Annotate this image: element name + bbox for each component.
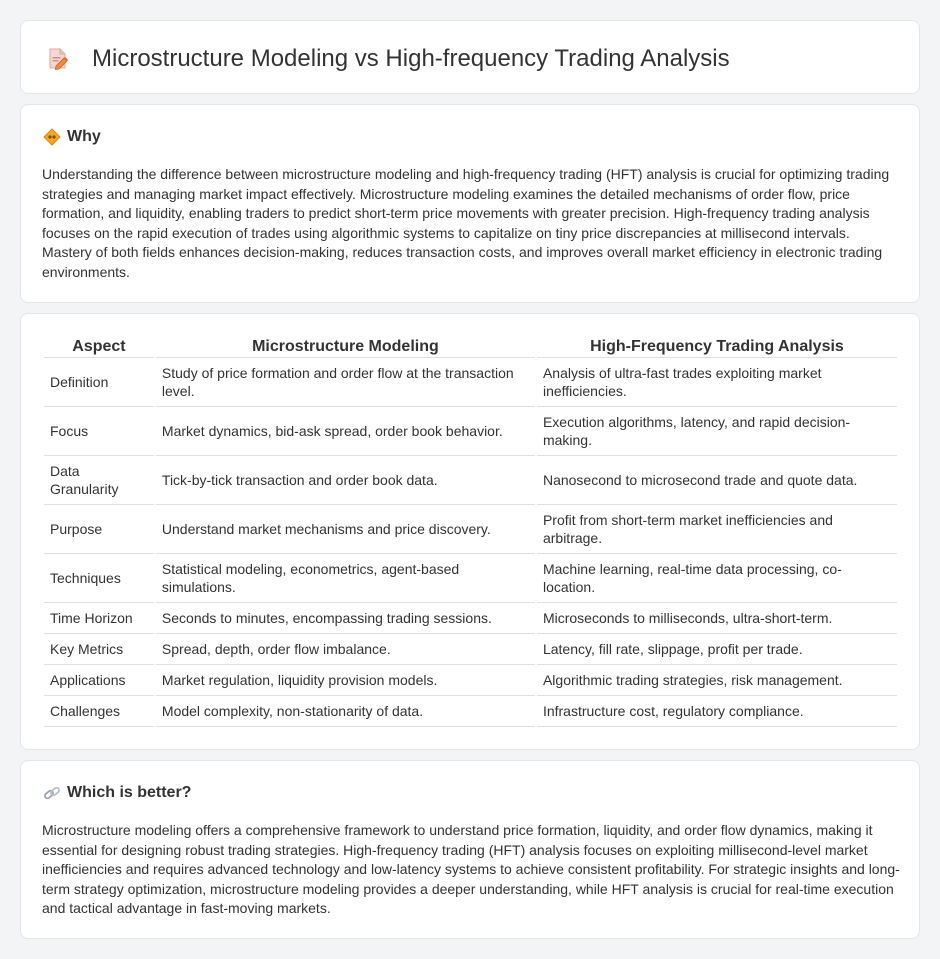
table-row xyxy=(44,665,897,696)
better-paragraph: Microstructure modeling offers a comprehensive framework to understand price formation, liquidity, and order flow dynamics, making it essential for designing robust trading strategies. High-frequency trading (HFT) analysis focuses on exploiting millisecond-level market inefficiencies and requires advanced technology and low-latency systems to achieve consistent profitability. For strategic insights and long-term strategy optimization, microstructure modeling provides a deeper understanding, while HFT analysis is crucial for real-time execution and tactical advantage in fast-moving markets. xyxy=(42,822,900,916)
row-aspect: Focus xyxy=(44,407,154,456)
row-hft: Algorithmic trading strategies, risk management. xyxy=(537,665,897,696)
row-hft: Microseconds to milliseconds, ultra-short-term. xyxy=(537,603,897,634)
row-aspect: Challenges xyxy=(44,696,154,727)
row-hft: Profit from short-term market inefficiencies and arbitrage. xyxy=(537,505,897,554)
header-microstructure: Microstructure Modeling xyxy=(156,336,535,358)
comparison-table xyxy=(42,336,899,727)
row-aspect: Purpose xyxy=(44,505,154,554)
diamond-sign-icon xyxy=(43,128,61,146)
row-hft: Nanosecond to microsecond trade and quote data. xyxy=(537,456,897,505)
row-microstructure: Market regulation, liquidity provision models. xyxy=(156,665,535,696)
row-microstructure: Tick-by-tick transaction and order book data. xyxy=(156,456,535,505)
better-title: Which is better? xyxy=(67,784,192,801)
comparison-section xyxy=(20,313,920,750)
table-row xyxy=(44,456,897,505)
row-hft: Machine learning, real-time data processing, co-location. xyxy=(537,554,897,603)
better-heading xyxy=(43,783,191,803)
page-title: Microstructure Modeling vs High-frequency Trading Analysis xyxy=(92,45,730,72)
row-microstructure: Study of price formation and order flow at the transaction level. xyxy=(156,358,535,407)
row-hft: Infrastructure cost, regulatory compliance. xyxy=(537,696,897,727)
header-card xyxy=(20,20,920,94)
which-is-better-section xyxy=(20,760,920,939)
why-title: Why xyxy=(67,128,101,145)
row-aspect: Definition xyxy=(44,358,154,407)
row-hft: Analysis of ultra-fast trades exploiting market inefficiencies. xyxy=(537,358,897,407)
why-paragraph: Understanding the difference between microstructure modeling and high-frequency trading (HFT) analysis is crucial for optimizing trading strategies and managing market impact effectively. Microstructure modeling examines the detailed mechanisms of order flow, price formation, and liquidity, enabling traders to predict short-term price movements with greater precision. High-frequency trading analysis focuses on the rapid execution of trades using algorithmic systems to capitalize on tiny price discrepancies at millisecond intervals. Mastery of both fields enhances decision-making, reduces transaction costs, and improves overall market efficiency in electronic trading environments. xyxy=(42,166,890,280)
row-microstructure: Model complexity, non-stationarity of data. xyxy=(156,696,535,727)
link-icon xyxy=(43,784,61,802)
header-hft: High-Frequency Trading Analysis xyxy=(537,336,897,358)
table-row xyxy=(44,407,897,456)
table-row xyxy=(44,554,897,603)
row-aspect: Key Metrics xyxy=(44,634,154,665)
document-pencil-icon xyxy=(47,47,69,71)
row-hft: Latency, fill rate, slippage, profit per trade. xyxy=(537,634,897,665)
table-row xyxy=(44,634,897,665)
why-heading xyxy=(43,127,101,147)
row-hft: Execution algorithms, latency, and rapid decision-making. xyxy=(537,407,897,456)
row-microstructure: Understand market mechanisms and price discovery. xyxy=(156,505,535,554)
header-aspect: Aspect xyxy=(44,336,154,358)
table-row xyxy=(44,505,897,554)
row-aspect: Applications xyxy=(44,665,154,696)
why-section xyxy=(20,104,920,303)
row-microstructure: Statistical modeling, econometrics, agent-based simulations. xyxy=(156,554,535,603)
table-row xyxy=(44,603,897,634)
row-microstructure: Seconds to minutes, encompassing trading sessions. xyxy=(156,603,535,634)
row-microstructure: Spread, depth, order flow imbalance. xyxy=(156,634,535,665)
row-aspect: Techniques xyxy=(44,554,154,603)
row-aspect: Time Horizon xyxy=(44,603,154,634)
table-row xyxy=(44,696,897,727)
table-row xyxy=(44,358,897,407)
table-header-row xyxy=(44,336,897,358)
row-microstructure: Market dynamics, bid-ask spread, order book behavior. xyxy=(156,407,535,456)
row-aspect: Data Granularity xyxy=(44,456,154,505)
